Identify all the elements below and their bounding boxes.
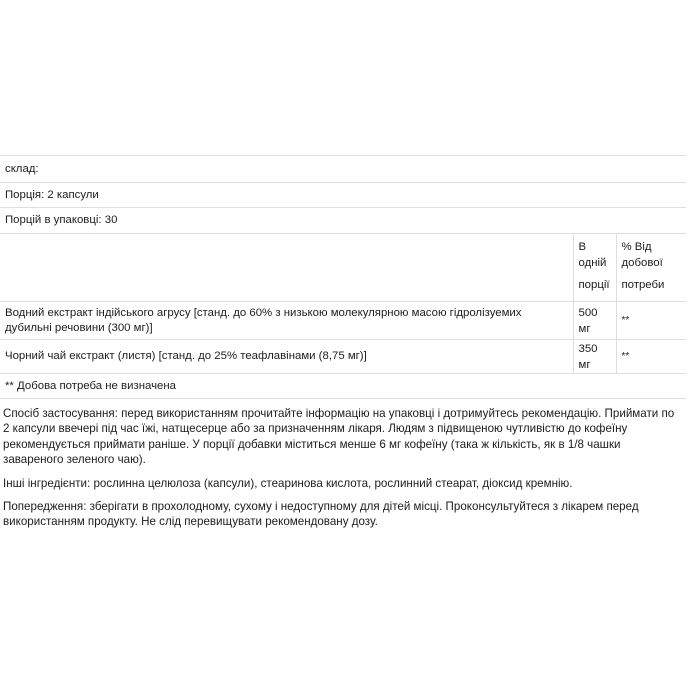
product-info-text	[3, 406, 683, 538]
dv-header-line-3: потреби	[621, 279, 665, 291]
header-empty-cell	[0, 234, 573, 302]
column-header-row	[0, 234, 686, 302]
serving-size-row	[0, 183, 686, 208]
amount-header-line-2: одній	[578, 257, 607, 269]
ingredient-name: Чорний чай екстракт (листя) [станд. до 25% теафлавінами (8,75 мг)]	[0, 340, 573, 374]
ingredient-row	[0, 340, 686, 374]
ingredient-amount	[573, 302, 616, 340]
amount-value: 500	[578, 306, 598, 319]
composition-label: склад:	[0, 156, 686, 183]
ingredient-daily-value: **	[616, 340, 686, 374]
composition-row	[0, 156, 686, 183]
footnote-row	[0, 374, 686, 399]
daily-value-footnote: ** Добова потреба не визначена	[0, 374, 686, 399]
daily-value-header	[616, 234, 686, 302]
servings-per-container: Порцій в упаковці: 30	[0, 208, 686, 234]
ingredient-name: Водний екстракт індійського агрусу [станд. до 60% з низькою молекулярною масою гідролізуемих дубильні речовини (300 мг)]	[0, 302, 573, 340]
supplement-facts-table	[0, 155, 686, 399]
dv-header-line-2: добової	[621, 257, 663, 269]
ingredient-amount	[573, 340, 616, 374]
amount-header-line-3: порції	[578, 279, 610, 291]
amount-unit: мг	[578, 358, 591, 371]
amount-per-serving-header	[573, 234, 616, 302]
serving-size: Порція: 2 капсули	[0, 183, 686, 208]
servings-per-container-row	[0, 208, 686, 234]
usage-paragraph: Спосіб застосування: перед використанням прочитайте інформацію на упаковці і дотримуйтесь рекомендацію. Приймати по 2 капсули ввечері під час їжі, натщесерце або за призначенням лікаря. Людям з підвищеною чутливістю до кофеїну рекомендується приймати раніше. У порції добавки міститься менше 6 мг кофеїну (така ж кількість, як в 1/8 чашки завареного зеленого чаю).	[3, 407, 675, 467]
warning-paragraph: Попередження: зберігати в прохолодному, сухому і недоступному для дітей місці. Проконсультуйтеся з лікарем перед використанням продукту. Не слід перевищувати рекомендовану дозу.	[3, 500, 639, 529]
ingredient-row	[0, 302, 686, 340]
amount-header-line-1: В	[578, 241, 587, 253]
amount-unit: мг	[578, 322, 591, 335]
dv-header-line-1: % Від	[621, 241, 652, 253]
amount-value: 350	[578, 342, 598, 355]
ingredient-daily-value: **	[616, 302, 686, 340]
other-ingredients-paragraph: Інші інгредієнти: рослинна целюлоза (капсули), стеаринова кислота, рослинний стеарат, діоксид кремнію.	[3, 476, 573, 490]
